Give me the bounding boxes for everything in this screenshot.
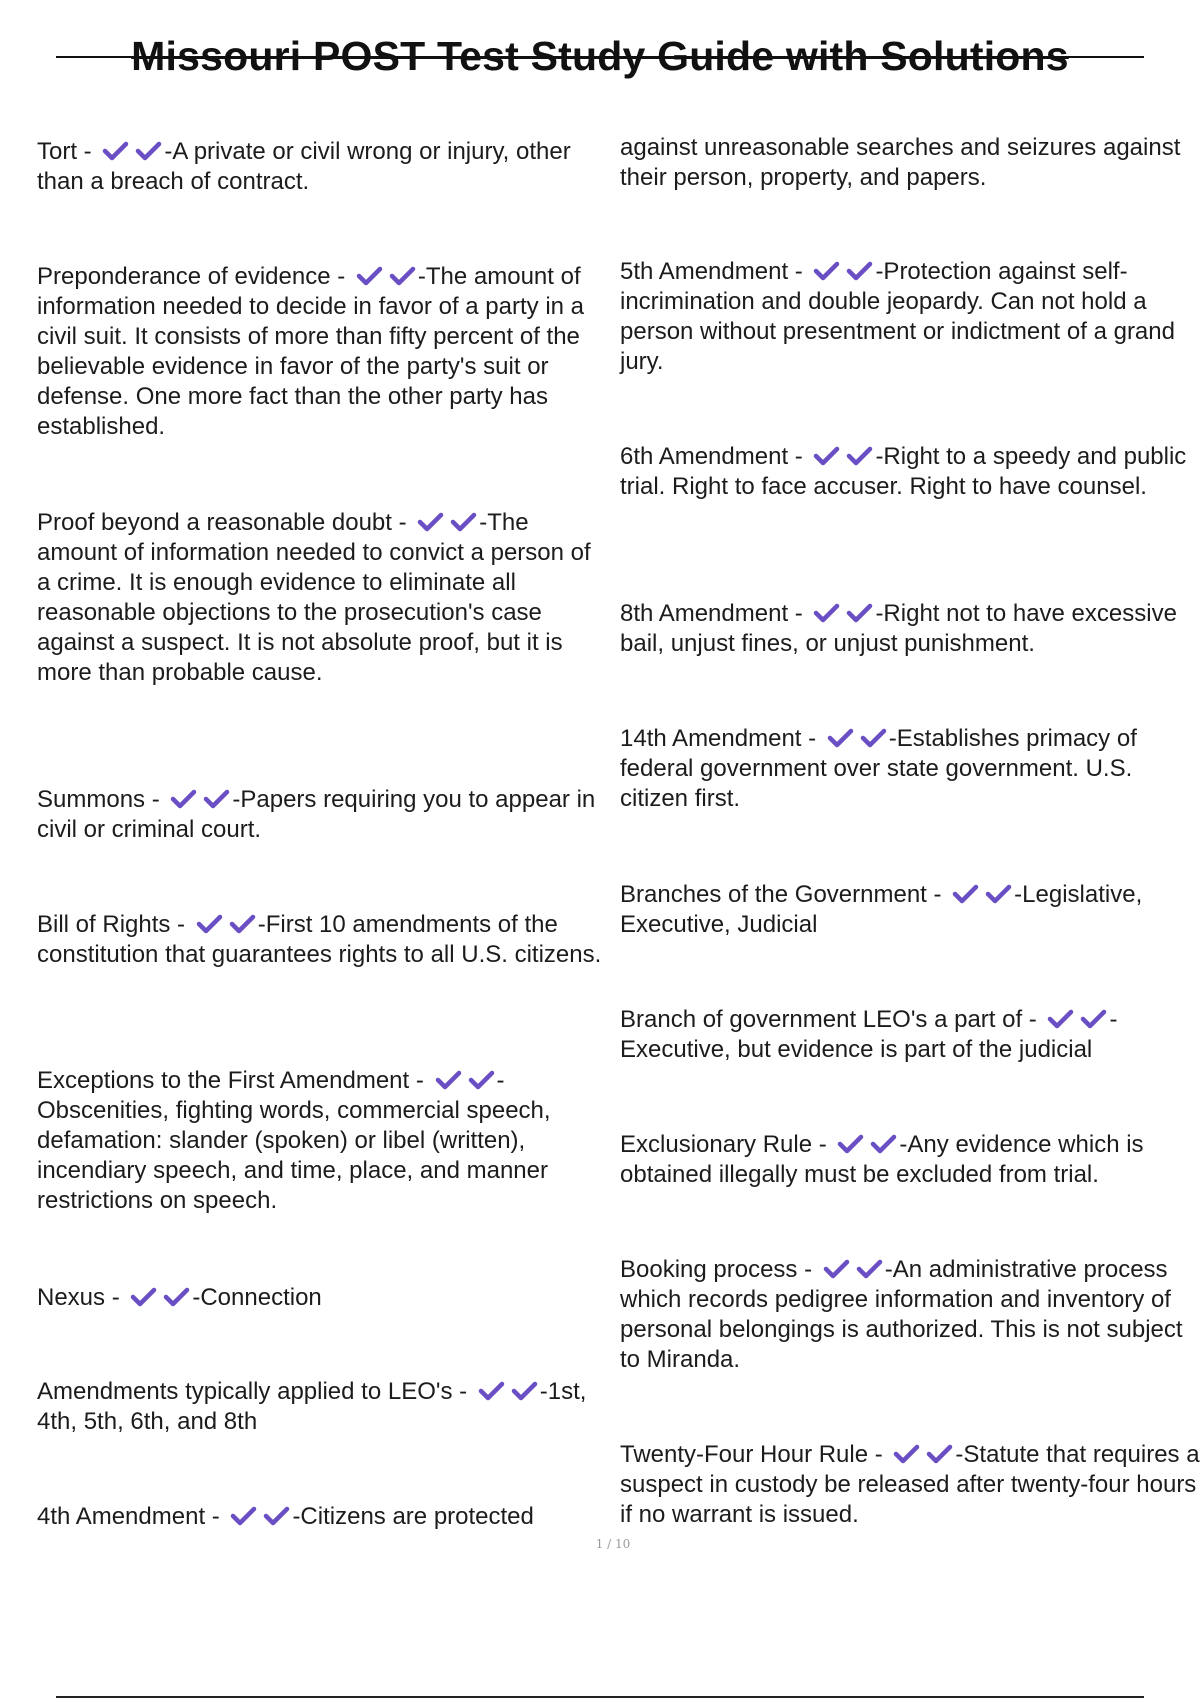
check-icon <box>203 789 230 809</box>
check-icon <box>952 884 979 904</box>
check-icon <box>870 1134 897 1154</box>
entry-first-amendment-exceptions <box>37 1066 607 1216</box>
definition: -Right not to have excessive bail, unjust fines, or unjust punishment. <box>620 600 1177 657</box>
double-check <box>823 1259 883 1279</box>
double-check <box>417 512 477 532</box>
check-icon <box>511 1381 538 1401</box>
check-icon <box>163 1287 190 1307</box>
entry-branches <box>620 880 1200 940</box>
entry-exclusionary-rule <box>620 1130 1200 1190</box>
check-icon <box>229 914 256 934</box>
term: 4th Amendment - <box>37 1503 227 1530</box>
term: 14th Amendment - <box>620 725 823 752</box>
term: Tort - <box>37 138 99 165</box>
term: Booking process - <box>620 1256 819 1283</box>
check-icon <box>263 1506 290 1526</box>
entry-reasonable-doubt <box>37 508 607 688</box>
double-check <box>893 1444 953 1464</box>
definition: -Any evidence which is obtained illegally must be excluded from trial. <box>620 1131 1144 1188</box>
definition: -Executive, but evidence is part of the judicial <box>620 1006 1118 1063</box>
double-check <box>130 1287 190 1307</box>
definition: against unreasonable searches and seizures against their person, property, and papers. <box>620 134 1181 191</box>
check-icon <box>417 512 444 532</box>
definition: -Statute that requires a suspect in custody be released after twenty-four hours if no warrant is issued. <box>620 1441 1200 1528</box>
entry-4th-amendment <box>37 1502 607 1532</box>
check-icon <box>468 1070 495 1090</box>
entry-6th-amendment <box>620 442 1200 502</box>
term: Summons - <box>37 786 167 813</box>
term: 6th Amendment - <box>620 443 810 470</box>
definition: -Protection against self-incrimination and double jeopardy. Can not hold a person without presentment or indictment of a grand jury. <box>620 258 1175 375</box>
entry-leo-amendments <box>37 1377 607 1437</box>
definition: -First 10 amendments of the constitution that guarantees rights to all U.S. citizens. <box>37 911 602 968</box>
entry-twenty-four-hour-rule <box>620 1440 1200 1530</box>
double-check <box>356 266 416 286</box>
title-container <box>56 30 1144 82</box>
check-icon <box>856 1259 883 1279</box>
term: Exclusionary Rule - <box>620 1131 834 1158</box>
check-icon <box>135 141 162 161</box>
term: Twenty-Four Hour Rule - <box>620 1441 890 1468</box>
term: Bill of Rights - <box>37 911 192 938</box>
entry-preponderance <box>37 262 607 442</box>
double-check <box>813 446 873 466</box>
check-icon <box>130 1287 157 1307</box>
term: Proof beyond a reasonable doubt - <box>37 509 414 536</box>
term: Nexus - <box>37 1284 127 1311</box>
double-check <box>952 884 1012 904</box>
term: Amendments typically applied to LEO's - <box>37 1378 474 1405</box>
check-icon <box>813 603 840 623</box>
check-icon <box>450 512 477 532</box>
check-icon <box>823 1259 850 1279</box>
definition: -Citizens are protected <box>292 1503 534 1530</box>
definition: -The amount of information needed to convict a person of a crime. It is enough evidence to eliminate all reasonable objections to the prosecution's case against a suspect. It is not absolute proof, but it is more than probable cause. <box>37 509 591 686</box>
check-icon <box>860 728 887 748</box>
entry-4th-amendment-continued <box>620 133 1200 193</box>
term: Exceptions to the First Amendment - <box>37 1067 431 1094</box>
check-icon <box>813 446 840 466</box>
check-icon <box>1080 1009 1107 1029</box>
definition: -1st, 4th, 5th, 6th, and 8th <box>37 1378 587 1435</box>
entry-booking-process <box>620 1255 1200 1375</box>
check-icon <box>435 1070 462 1090</box>
check-icon <box>813 261 840 281</box>
term: 8th Amendment - <box>620 600 810 627</box>
term: Branches of the Government - <box>620 881 949 908</box>
definition: -The amount of information needed to decide in favor of a party in a civil suit. It consists of more than fifty percent of the believable evidence in favor of the party's suit or defense. One more fact than the other party has established. <box>37 263 585 440</box>
double-check <box>102 141 162 161</box>
entry-8th-amendment <box>620 599 1200 659</box>
check-icon <box>827 728 854 748</box>
double-check <box>813 603 873 623</box>
entry-bill-of-rights <box>37 910 607 970</box>
definition: -Papers requiring you to appear in civil or criminal court. <box>37 786 596 843</box>
definition: -A private or civil wrong or injury, other than a breach of contract. <box>37 138 571 195</box>
double-check <box>230 1506 290 1526</box>
check-icon <box>846 603 873 623</box>
term: Branch of government LEO's a part of - <box>620 1006 1044 1033</box>
double-check <box>196 914 256 934</box>
check-icon <box>102 141 129 161</box>
check-icon <box>985 884 1012 904</box>
definition: -Right to a speedy and public trial. Right to face accuser. Right to have counsel. <box>620 443 1187 500</box>
definition: -Obscenities, fighting words, commercial speech, defamation: slander (spoken) or libel (written), incendiary speech, and time, place, and manner restrictions on speech. <box>37 1067 551 1214</box>
double-check <box>478 1381 538 1401</box>
check-icon <box>170 789 197 809</box>
page-title: Missouri POST Test Study Guide with Solutions <box>131 33 1069 79</box>
double-check <box>1047 1009 1107 1029</box>
entry-5th-amendment <box>620 257 1200 377</box>
check-icon <box>196 914 223 934</box>
definition: -Establishes primacy of federal government over state government. U.S. citizen first. <box>620 725 1137 812</box>
double-check <box>837 1134 897 1154</box>
page-number: 1 / 10 <box>595 1537 631 1551</box>
entry-leo-branch <box>620 1005 1200 1065</box>
double-check <box>827 728 887 748</box>
double-check <box>170 789 230 809</box>
entry-14th-amendment <box>620 724 1200 814</box>
definition: -An administrative process which records pedigree information and inventory of personal belongings is authorized. This is not subject to Miranda. <box>620 1256 1183 1373</box>
entry-nexus <box>37 1283 607 1313</box>
check-icon <box>1047 1009 1074 1029</box>
double-check <box>435 1070 495 1090</box>
check-icon <box>478 1381 505 1401</box>
check-icon <box>837 1134 864 1154</box>
check-icon <box>893 1444 920 1464</box>
footer-rule <box>56 1696 1144 1698</box>
check-icon <box>846 261 873 281</box>
term: 5th Amendment - <box>620 258 810 285</box>
check-icon <box>356 266 383 286</box>
definition: -Connection <box>192 1284 322 1311</box>
term: Preponderance of evidence - <box>37 263 352 290</box>
entry-tort <box>37 137 607 197</box>
check-icon <box>230 1506 257 1526</box>
definition: -Legislative, Executive, Judicial <box>620 881 1143 938</box>
check-icon <box>926 1444 953 1464</box>
check-icon <box>389 266 416 286</box>
entry-summons <box>37 785 607 845</box>
check-icon <box>846 446 873 466</box>
double-check <box>813 261 873 281</box>
